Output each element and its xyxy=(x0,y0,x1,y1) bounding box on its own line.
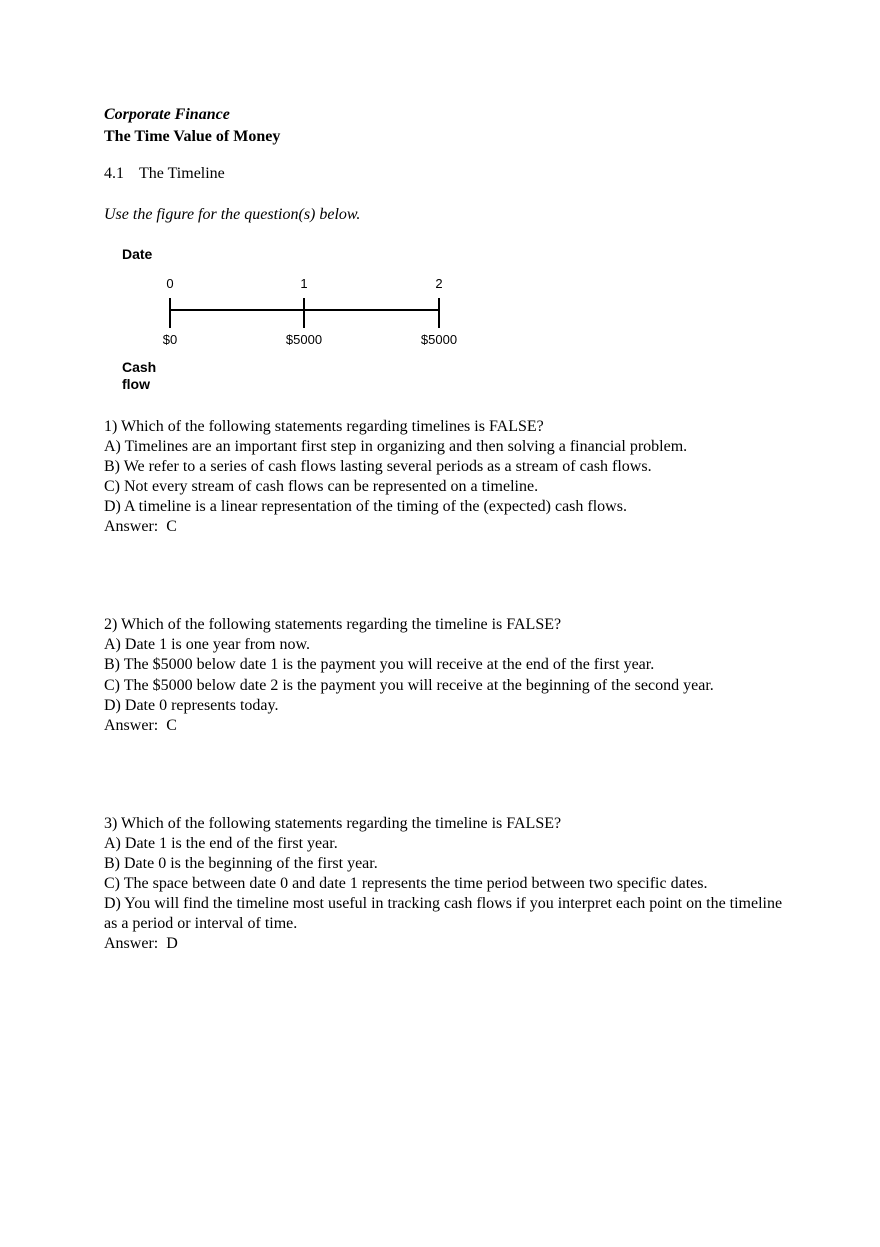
section-heading xyxy=(104,164,225,184)
question-2-option-b: B) The $5000 below date 1 is the payment you will receive at the end of the first year. xyxy=(104,656,655,673)
question-2-option-d: D) Date 0 represents today. xyxy=(104,697,279,714)
chapter-title: The Time Value of Money xyxy=(104,128,281,145)
question-1-option-d: D) A timeline is a linear representation of the timing of the (expected) cash flows. xyxy=(104,498,627,515)
section-number: 4.1 xyxy=(104,165,124,182)
question-1-option-a: A) Timelines are an important first step in organizing and then solving a financial problem. xyxy=(104,438,688,455)
timeline-figure xyxy=(116,242,476,402)
question-2-option-c: C) The $5000 below date 2 is the payment you will receive at the beginning of the second year. xyxy=(104,677,714,694)
question-2-stem: 2) Which of the following statements regarding the timeline is FALSE? xyxy=(104,616,562,633)
figure-instruction: Use the figure for the question(s) below. xyxy=(104,206,361,223)
question-3-option-b: B) Date 0 is the beginning of the first year. xyxy=(104,855,378,872)
date-tick-1: 1 xyxy=(300,276,308,291)
question-2-option-a: A) Date 1 is one year from now. xyxy=(104,636,311,653)
question-1-option-c: C) Not every stream of cash flows can be represented on a timeline. xyxy=(104,478,539,495)
cash-flow-0: $0 xyxy=(162,332,178,347)
cash-flow-2: $5000 xyxy=(420,332,458,347)
date-tick-2: 2 xyxy=(435,276,443,291)
cash-flow-label-line2: flow xyxy=(122,376,150,392)
question-3-option-a: A) Date 1 is the end of the first year. xyxy=(104,835,338,852)
question-1-stem: 1) Which of the following statements regarding timelines is FALSE? xyxy=(104,418,544,435)
question-1-answer: Answer: C xyxy=(104,518,177,535)
section-title: The Timeline xyxy=(139,165,225,182)
question-3-option-d: D) You will find the timeline most useful in tracking cash flows if you interpret each point on the timeline as a period or interval of time. xyxy=(104,895,783,932)
question-1-option-b: B) We refer to a series of cash flows lasting several periods as a stream of cash flows. xyxy=(104,458,652,475)
cash-flow-label-line1: Cash xyxy=(122,359,157,375)
cash-flow-1: $5000 xyxy=(285,332,323,347)
question-3-option-c: C) The space between date 0 and date 1 represents the time period between two specific dates. xyxy=(104,875,708,892)
date-tick-0: 0 xyxy=(166,276,174,291)
course-title: Corporate Finance xyxy=(104,106,230,123)
question-3-stem: 3) Which of the following statements regarding the timeline is FALSE? xyxy=(104,815,562,832)
question-3-answer: Answer: D xyxy=(104,935,178,952)
question-2-answer: Answer: C xyxy=(104,717,177,734)
date-axis-label: Date xyxy=(122,246,153,262)
